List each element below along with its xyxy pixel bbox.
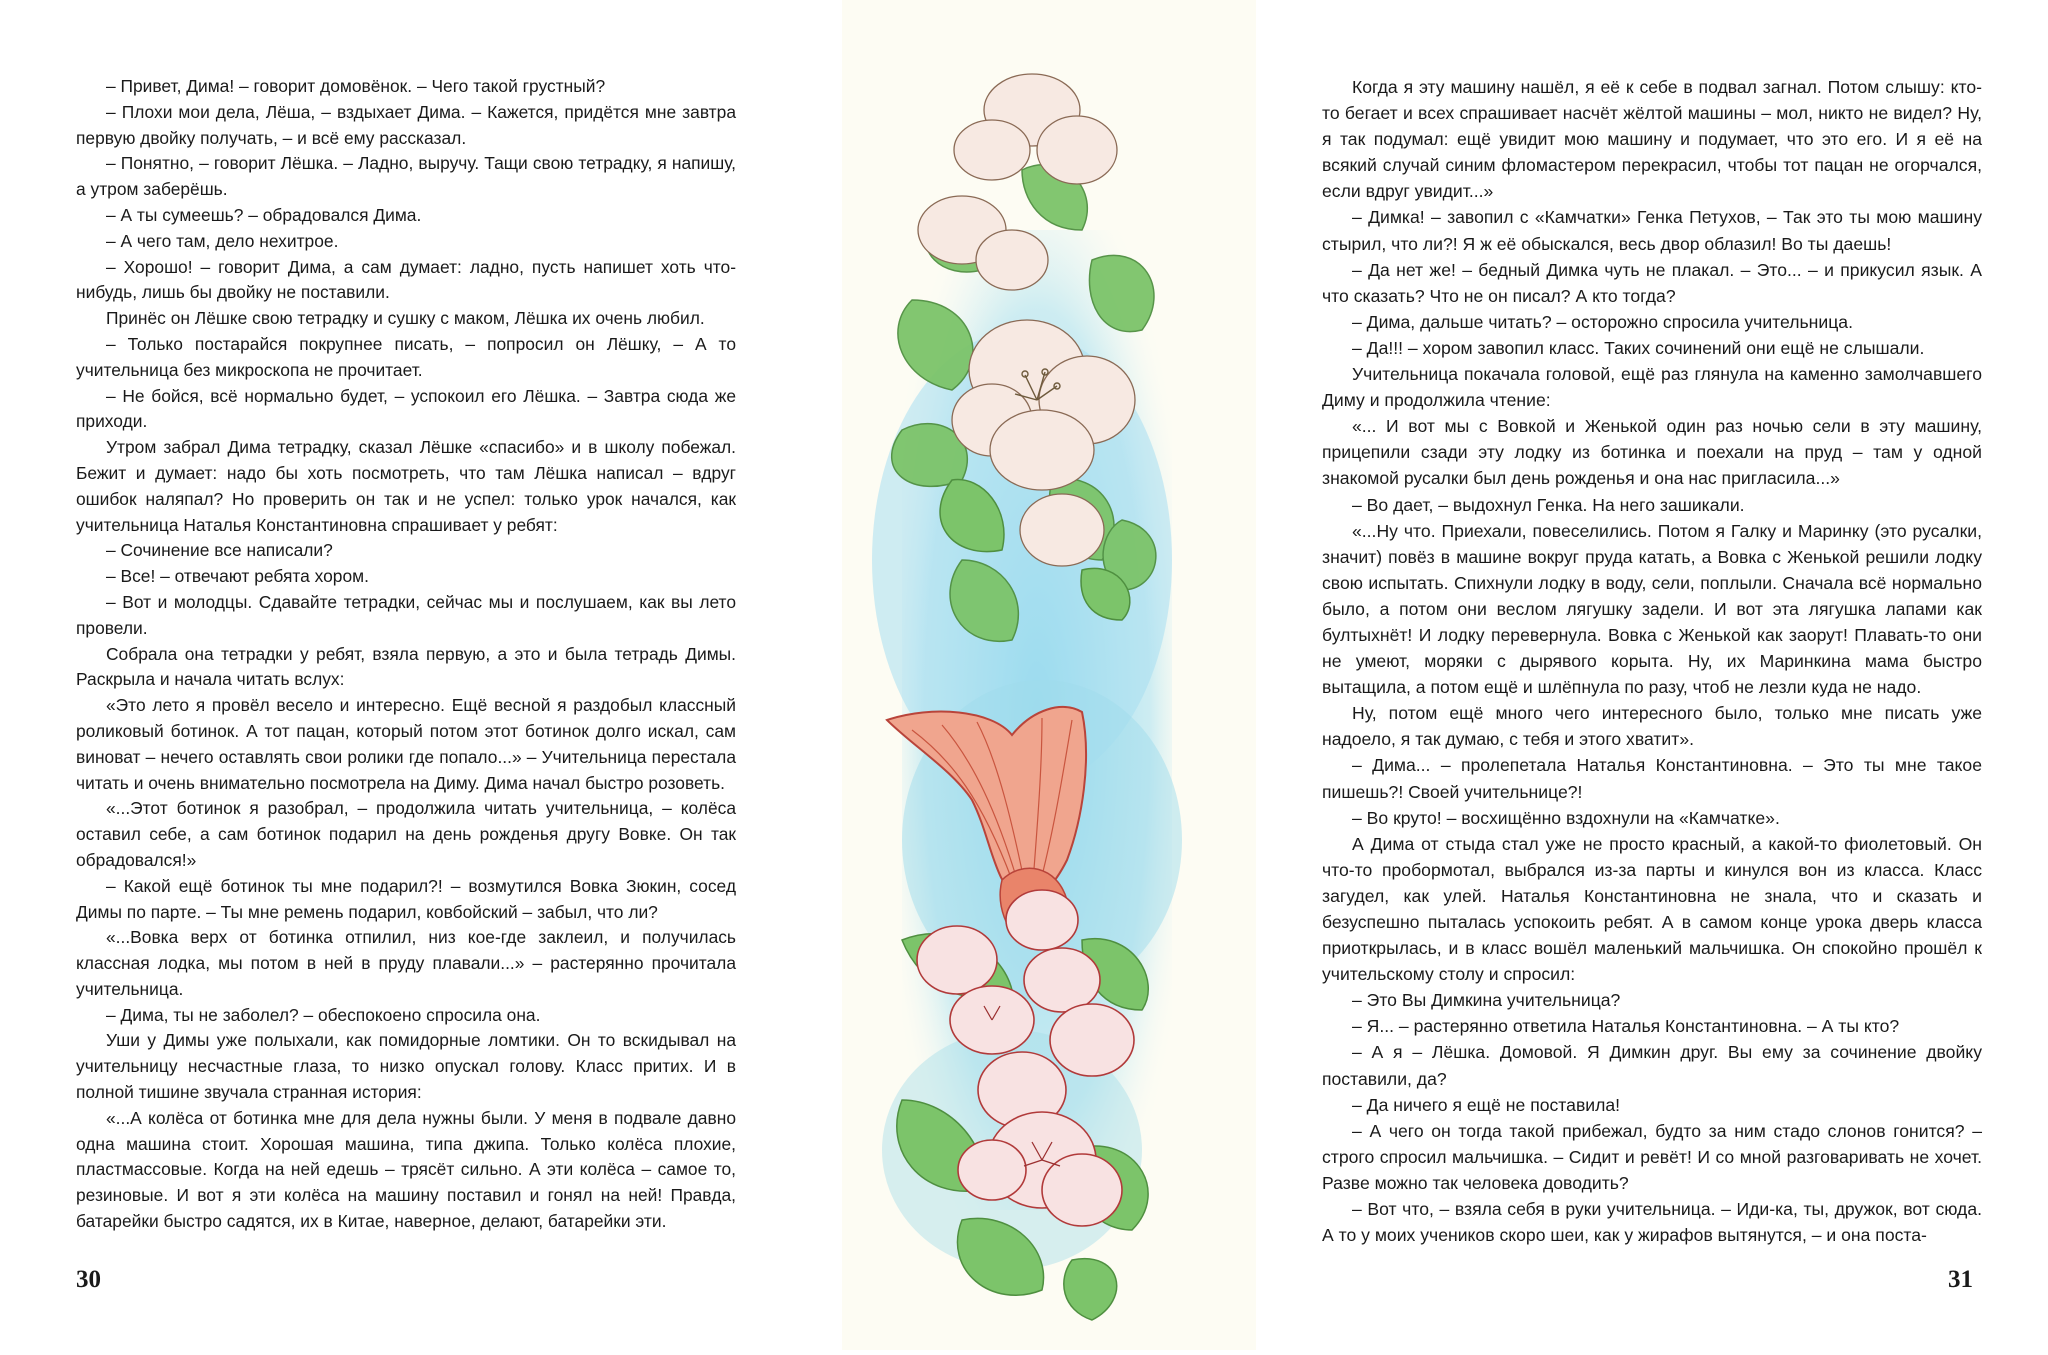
- paragraph: «...Ну что. Приехали, повеселились. Потом я Галку и Маринку (это русалки, значит) повёз в машине вокруг пруда катать, а Вовка с Женькой решили лодку свою испытать. Спихнули лодку в воду, сели, поплыли. Сначала всё нормально было, а потом они веслом лягушку задели. И вот эта лягушка лапами как бултыхнёт! И лодку перевернула. Вовка с Женькой как заорут! Плавать-то они не умеют, моряки с дырявого корыта. Ну, их Маринкина мама быстро вытащила, а потом ещё и шлёпнула по разу, чтоб не лезли куда не надо.: [1322, 520, 1982, 698]
- paragraph: – Только постарайся покрупнее писать, – попросил он Лёшку, – А то учительница без микроскопа не прочитает.: [76, 333, 736, 380]
- paragraph: – Дима... – пролепетала Наталья Константиновна. – Это ты мне такое пишешь?! Своей учительнице?!: [1322, 755, 1982, 802]
- paragraph: «Это лето я провёл весело и интересно. Ещё весной я раздобыл классный роликовый ботинок. А тот пацан, который потом этот ботинок долго искал, сам виноват – нечего оставлять свои ролики где попало...» – Учительница перестала читать и очень внимательно посмотрела на Диму. Дима начал быстро розоветь.: [76, 695, 736, 793]
- paragraph: – Понятно, – говорит Лёшка. – Ладно, выручу. Тащи свою тетрадку, я напишу, а утром заберёшь.: [76, 153, 736, 200]
- paragraph: Утром забрал Дима тетрадку, сказал Лёшке «спасибо» и в школу побежал. Бежит и думает: надо бы хоть посмотреть, что там Лёшка написал – вдруг ошибок наляпал? Но проверить он так и не успел: только урок начался, как учительница Наталья Константиновна спрашивает у ребят:: [76, 437, 736, 535]
- left-page-text: [76, 74, 736, 1235]
- paragraph: – Да нет же! – бедный Димка чуть не плакал. – Это... – и прикусил язык. А что сказать? Что не он писал? А кто тогда?: [1322, 259, 1982, 306]
- page-number-right: 31: [1948, 1266, 1973, 1293]
- paragraph: Учительница покачала головой, ещё раз глянула на каменно замолчавшего Диму и продолжила чтение:: [1322, 364, 1982, 411]
- paragraph: – Все! – отвечают ребята хором.: [106, 566, 369, 587]
- paragraph: – Дима, ты не заболел? – обеспокоено спросила она.: [106, 1004, 541, 1025]
- right-page-text: [1322, 74, 1982, 1248]
- page-number-left: 30: [76, 1266, 101, 1293]
- paragraph: – Вот и молодцы. Сдавайте тетрадки, сейчас мы и послушаем, как вы лето провели.: [76, 591, 736, 638]
- paragraph: – Да ничего я ещё не поставила!: [1352, 1094, 1621, 1115]
- paragraph: – Это Вы Димкина учительница?: [1352, 990, 1621, 1011]
- paragraph: «...Этот ботинок я разобрал, – продолжила читать учительница, – колёса оставил себе, а сам ботинок подарил на день рожденья другу Вовке. Он так обрадовался!»: [76, 798, 736, 870]
- illustration: [842, 0, 1256, 1350]
- paragraph: – Во круто! – восхищённо вздохнули на «Камчатке».: [1352, 807, 1780, 828]
- paragraph: Принёс он Лёшке свою тетрадку и сушку с маком, Лёшка их очень любил.: [106, 308, 705, 329]
- paragraph: – А чего он тогда такой прибежал, будто за ним стадо слонов гонится? – строго спросил мальчишка. – Сидит и ревёт! И со мной разговаривать не хочет. Разве можно так человека доводить?: [1322, 1120, 1982, 1193]
- paragraph: «...Вовка верх от ботинка отпилил, низ кое-где заклеил, и получилась классная лодка, мы потом в ней в пруду плавали...» – растерянно прочитала учительница.: [76, 927, 736, 999]
- paragraph: – Сочинение все написали?: [106, 540, 333, 561]
- paragraph: – Какой ещё ботинок ты мне подарил?! – возмутился Вовка Зюкин, сосед Димы по парте. – Ты мне ремень подарил, ковбойский – забыл, что ли?: [76, 875, 736, 922]
- paragraph: – Да!!! – хором завопил класс. Таких сочинений они ещё не слышали.: [1352, 337, 1925, 358]
- paragraph: – Привет, Дима! – говорит домовёнок. – Чего такой грустный?: [106, 76, 606, 96]
- paragraph: – Я... – растерянно ответила Наталья Константиновна. – А ты кто?: [1352, 1016, 1900, 1037]
- paragraph: – А чего там, дело нехитрое.: [106, 230, 339, 251]
- paragraph: – Не бойся, всё нормально будет, – успокоил его Лёшка. – Завтра сюда же приходи.: [76, 385, 736, 432]
- paragraph: Когда я эту машину нашёл, я её к себе в подвал загнал. Потом слышу: кто-то бегает и всех спрашивает насчёт жёлтой машины – мол, никто не видел? Ну, я так подумал: ещё увидит мою машину и подумает, что это его. И я её на всякий случай синим фломастером перекрасил, чтобы тот пацан не огорчался, если вдруг увидит...»: [1322, 77, 1982, 202]
- paragraph: «...А колёса от ботинка мне для дела нужны были. У меня в подвале давно одна машина стоит. Хорошая машина, типа джипа. Только колёса плохие, пластмассовые. Когда на ней едешь – трясёт сильно. А эти колёса – самое то, резиновые. И вот я эти колёса на машину поставил и гонял на ней! Правда, батарейки быстро садятся, их в Китае, наверное, делают, батарейки эти.: [76, 1107, 736, 1232]
- paragraph: – А ты сумеешь? – обрадовался Дима.: [106, 204, 422, 225]
- paragraph: – Хорошо! – говорит Дима, а сам думает: ладно, пусть напишет хоть что-нибудь, лишь бы двойку не поставили.: [76, 256, 736, 303]
- paragraph: – А я – Лёшка. Домовой. Я Димкин друг. Вы ему за сочинение двойку поставили, да?: [1322, 1042, 1982, 1089]
- paragraph: – Вот что, – взяла себя в руки учительница. – Иди-ка, ты, дружок, вот сюда. А то у моих учеников скоро шеи, как у жирафов вытянутся, – и она поста-: [1322, 1199, 1982, 1246]
- paragraph: Ну, потом ещё много чего интересного было, только мне писать уже надоело, я так думаю, с тебя и этого хватит».: [1322, 703, 1982, 750]
- paragraph: Уши у Димы уже полыхали, как помидорные ломтики. Он то вскидывал на учительницу несчастные глаза, то низко опускал голову. Класс притих. И в полной тишине звучала странная история:: [76, 1030, 736, 1103]
- paragraph: А Дима от стыда стал уже не просто красный, а какой-то фиолетовый. Он что-то пробормотал, выбрался из-за парты и кинулся вон из класса. Класс загудел, как улей. Наталья Константиновна не знала, что и сказать и безуспешно пыталась успокоить ребят. А в самом конце урока дверь класса приоткрылась, и в класс вошёл маленький мальчишка. Он спокойно прошёл к учительскому столу и спросил:: [1322, 833, 1982, 985]
- paragraph: – Во дает, – выдохнул Генка. На него зашикали.: [1352, 494, 1745, 515]
- paragraph: Собрала она тетрадки у ребят, взяла первую, а это и была тетрадь Димы. Раскрыла и начала читать вслух:: [76, 643, 736, 690]
- paragraph: «... И вот мы с Вовкой и Женькой один раз ночью сели в эту машину, прицепили сзади эту лодку из ботинка и поехали на пруд – там у одной знакомой русалки был день рожденья и она нас пригласила...»: [1322, 416, 1982, 489]
- paragraph: – Димка! – завопил с «Камчатки» Генка Петухов, – Так это ты мою машину стырил, что ли?! Я ж её обыскался, весь двор облазил! Во ты даешь!: [1322, 207, 1982, 254]
- paragraph: – Плохи мои дела, Лёша, – вздыхает Дима. – Кажется, придётся мне завтра первую двойку получать, – и всё ему рассказал.: [76, 101, 736, 148]
- paragraph: – Дима, дальше читать? – осторожно спросила учительница.: [1352, 311, 1853, 332]
